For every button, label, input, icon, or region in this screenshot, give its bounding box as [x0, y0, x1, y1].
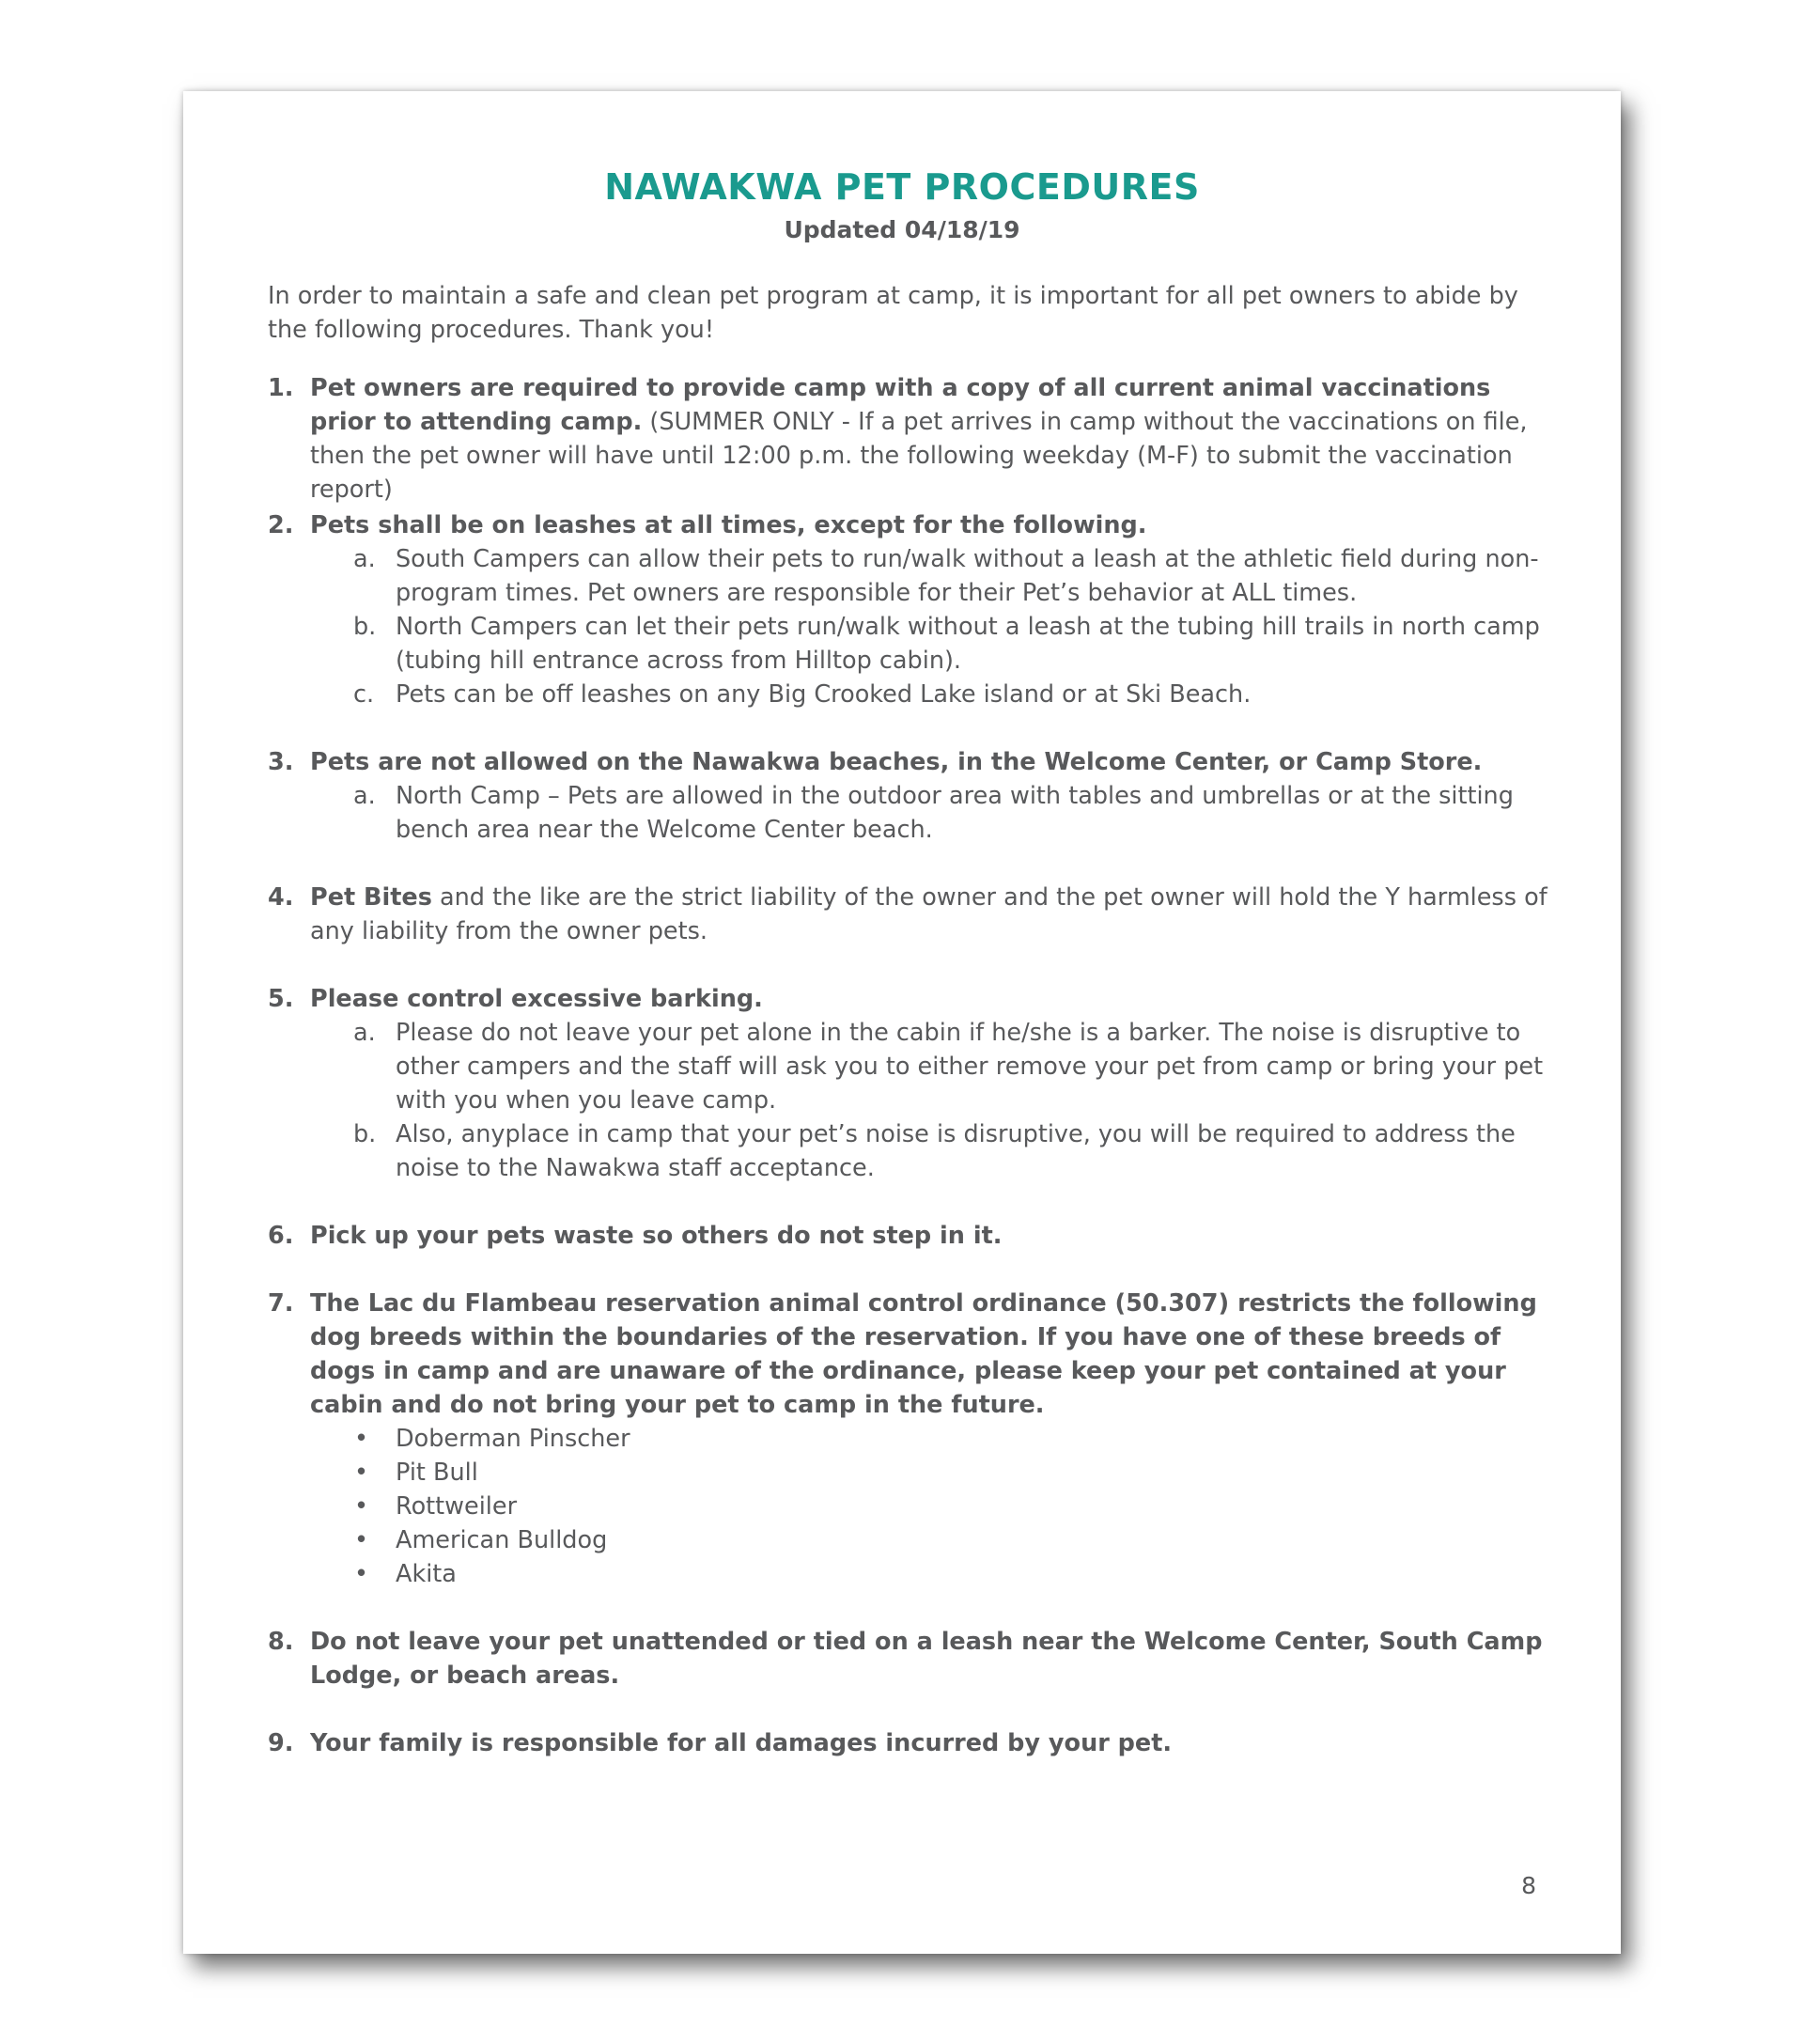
- item-body: [310, 982, 1555, 1016]
- item-bold-text: Your family is responsible for all damages incurred by your pet.: [310, 1729, 1173, 1757]
- intro-paragraph: In order to maintain a safe and clean pet program at camp, it is important for all pet owners to abide by the following procedures. Thank you!: [268, 282, 1518, 344]
- sub-item-marker: b.: [353, 613, 377, 641]
- updated-date: Updated 04/18/19: [784, 216, 1020, 243]
- item-number: 7.: [268, 1289, 294, 1318]
- item-number: 4.: [268, 883, 294, 912]
- sub-item-b: [353, 610, 1555, 678]
- breed-name: Akita: [396, 1560, 457, 1588]
- item-number: 3.: [268, 748, 294, 776]
- item-number: 5.: [268, 985, 294, 1013]
- procedure-item-8: [268, 1625, 1555, 1693]
- procedure-item-2: [268, 508, 1555, 711]
- document-title: NAWAKWA PET PROCEDURES: [604, 166, 1200, 208]
- item-bold-text: Pick up your pets waste so others do not step in it.: [310, 1222, 1003, 1250]
- item-number: 8.: [268, 1628, 294, 1656]
- item-bold-text: Please control excessive barking.: [310, 985, 763, 1013]
- sub-item-text: Also, anyplace in camp that your pet’s noise is disruptive, you will be required to address the noise to the Nawakwa staff acceptance.: [396, 1120, 1516, 1182]
- sub-item-a: [353, 542, 1555, 610]
- sub-item-a: [353, 1016, 1555, 1117]
- procedure-item-5: [268, 982, 1555, 1185]
- item-bold-text: Pets shall be on leashes at all times, except for the following.: [310, 511, 1147, 539]
- item-bold-text: Pet owners are required to provide camp with a copy of all current animal vaccinations prior to attending camp.: [310, 374, 1491, 436]
- item-text: (SUMMER ONLY - If a pet arrives in camp without the vaccinations on file, then the pet owner will have until 12:00 p.m. the following weekday (M-F) to submit the vaccination report): [310, 408, 1528, 504]
- procedure-item-4: [268, 881, 1555, 948]
- item-body: [310, 1287, 1555, 1422]
- breed-name: Pit Bull: [396, 1459, 478, 1487]
- procedure-item-7: [268, 1287, 1555, 1591]
- breed-list-item: [354, 1456, 1555, 1490]
- item-number: 1.: [268, 374, 294, 402]
- breed-list-item: [354, 1422, 1555, 1456]
- item-bold-text: Pet Bites: [310, 883, 432, 912]
- breed-name: Doberman Pinscher: [396, 1425, 630, 1453]
- breed-name: American Bulldog: [396, 1526, 608, 1554]
- sub-item-text: North Camp – Pets are allowed in the outdoor area with tables and umbrellas or at the sitting bench area near the Welcome Center beach.: [396, 782, 1514, 844]
- item-body: [310, 881, 1555, 948]
- bullet-icon: •: [354, 1492, 369, 1521]
- item-bold-text: Do not leave your pet unattended or tied on a leash near the Welcome Center, South Camp Lodge, or beach areas.: [310, 1628, 1543, 1690]
- sub-item-marker: a.: [353, 1019, 376, 1047]
- sub-item-text: North Campers can let their pets run/walk without a leash at the tubing hill trails in north camp (tubing hill entrance across from Hilltop cabin).: [396, 613, 1540, 675]
- item-number: 6.: [268, 1222, 294, 1250]
- breed-list-item: [354, 1557, 1555, 1591]
- item-body: [310, 371, 1555, 507]
- item-text: and the like are the strict liability of the owner and the pet owner will hold the Y harmless of any liability from the owner pets.: [310, 883, 1547, 945]
- item-body: [310, 1625, 1555, 1693]
- item-bold-text: Pets are not allowed on the Nawakwa beaches, in the Welcome Center, or Camp Store.: [310, 748, 1483, 776]
- sub-item-c: [353, 678, 1555, 711]
- procedure-item-6: [268, 1219, 1555, 1253]
- sub-item-b: [353, 1117, 1555, 1185]
- sub-item-marker: a.: [353, 782, 376, 810]
- item-body: [310, 1219, 1555, 1253]
- item-body: [310, 745, 1555, 779]
- sub-item-marker: a.: [353, 545, 376, 573]
- procedure-item-9: [268, 1726, 1555, 1760]
- item-body: [310, 1726, 1555, 1760]
- item-number: 9.: [268, 1729, 294, 1757]
- item-bold-text: The Lac du Flambeau reservation animal control ordinance (50.307) restricts the following dog breeds within the boundaries of the reservation. If you have one of these breeds of dogs in camp and are unaware of the ordinance, please keep your pet contained at your cabin and do not bring your pet to camp in the future.: [310, 1289, 1537, 1419]
- item-number: 2.: [268, 511, 294, 539]
- sub-item-marker: b.: [353, 1120, 377, 1148]
- bullet-icon: •: [354, 1526, 369, 1554]
- bullet-icon: •: [354, 1425, 369, 1453]
- bullet-icon: •: [354, 1560, 369, 1588]
- procedure-item-3: [268, 745, 1555, 847]
- bullet-icon: •: [354, 1459, 369, 1487]
- procedure-item-1: [268, 371, 1555, 507]
- breed-name: Rottweiler: [396, 1492, 518, 1521]
- sub-item-a: [353, 779, 1555, 847]
- document-page: [183, 91, 1621, 1954]
- sub-item-marker: c.: [353, 680, 375, 709]
- item-body: [310, 508, 1555, 542]
- breed-list-item: [354, 1490, 1555, 1523]
- breed-list-item: [354, 1523, 1555, 1557]
- sub-item-text: Pets can be off leashes on any Big Crooked Lake island or at Ski Beach.: [396, 680, 1252, 709]
- sub-item-text: Please do not leave your pet alone in the cabin if he/she is a barker. The noise is disruptive to other campers and the staff will ask you to either remove your pet from camp or bring your pet with you when you leave camp.: [396, 1019, 1544, 1115]
- sub-item-text: South Campers can allow their pets to run/walk without a leash at the athletic field during non-program times. Pet owners are responsible for their Pet’s behavior at ALL times.: [396, 545, 1539, 607]
- page-number: 8: [1521, 1872, 1536, 1899]
